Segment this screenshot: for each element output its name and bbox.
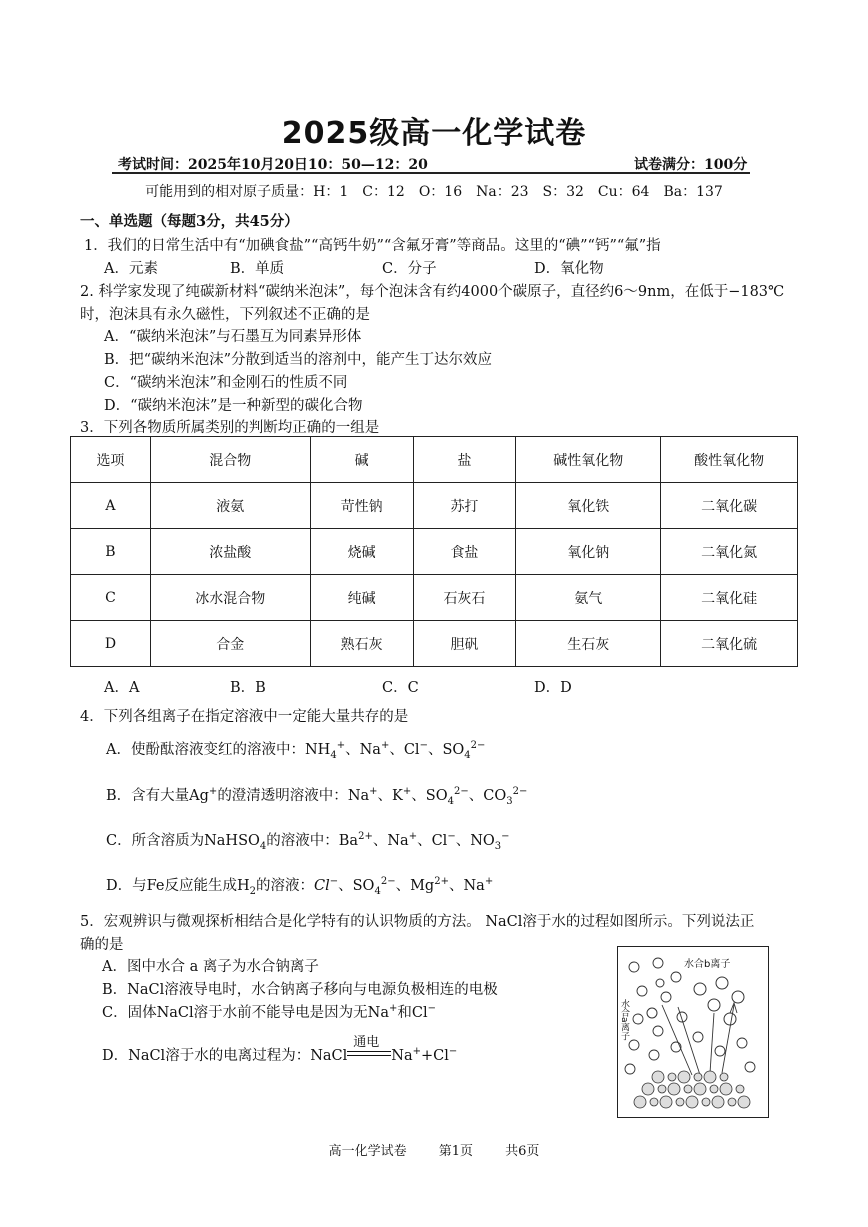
table-cell: 二氧化碳 xyxy=(661,483,798,529)
table-cell: 二氧化氮 xyxy=(661,529,798,575)
table-cell: A xyxy=(71,483,151,529)
q5-eq-right: Na xyxy=(391,1048,413,1064)
table-cell: 液氨 xyxy=(150,483,310,529)
q2-stem-line2: 时，泡沫具有永久磁性，下列叙述不正确的是 xyxy=(80,307,370,323)
table-cell: 纯碱 xyxy=(310,575,413,621)
q2-option-c: C．“碳纳米泡沫”和金刚石的性质不同 xyxy=(104,375,348,391)
q2-option-a: A．“碳纳米泡沫”与石墨互为同素异形体 xyxy=(104,329,362,345)
q4-option-a: A．使酚酞溶液变红的溶液中：$NH_4^+$、Na+、Cl−、$SO_4^{2-}$ xyxy=(106,740,486,761)
table-cell: 冰水混合物 xyxy=(150,575,310,621)
table-cell: B xyxy=(71,529,151,575)
q1-option-c: C．分子 xyxy=(382,261,437,277)
table-cell: 浓盐酸 xyxy=(150,529,310,575)
table-cell: 苛性钠 xyxy=(310,483,413,529)
q4-option-d-text: D．与Fe反应能生成H xyxy=(106,878,250,894)
nacl-dissolution-figure xyxy=(617,946,769,1118)
q4-stem: 4．下列各组离子在指定溶液中一定能大量共存的是 xyxy=(80,709,409,725)
atomic-mass-line: 可能用到的相对原子质量：H：1 C：12 O：16 Na：23 S：32 Cu：64 Ba：137 xyxy=(145,184,723,200)
q3-option-b: B．B xyxy=(230,680,266,696)
q4-option-b: B．含有大量Ag+的澄清透明溶液中：Na+、K+、$SO_4^{2-}$、$CO_3^{2-}$ xyxy=(106,786,528,807)
nacl-crystal-lattice xyxy=(634,1071,750,1108)
section-heading: 一、单选题（每题3分，共45分） xyxy=(80,213,299,230)
table-header-cell: 碱性氧化物 xyxy=(516,437,661,483)
footer-total: 共6页 xyxy=(505,1144,540,1159)
q4-option-a-text: A．使酚酞溶液变红的溶液中： xyxy=(106,742,305,758)
fig-label-hydrated-a: 水合a离子 xyxy=(619,999,629,1041)
q2-stem-line1: 2. 科学家发现了纯碳新材料“碳纳米泡沫”，每个泡沫含有约4000个碳原子，直径约6～9nm，在低于−183℃ xyxy=(80,284,785,300)
q5-option-c-text: C．固体NaCl溶于水前不能导电是因为无Na xyxy=(102,1005,389,1021)
q1-option-b: B．单质 xyxy=(230,261,285,277)
q5-stem-line1: 5．宏观辨识与微观探析相结合是化学特有的认识物质的方法。 NaCl溶于水的过程如图所示。下列说法正 xyxy=(80,914,755,930)
table-cell: 食盐 xyxy=(413,529,516,575)
table-cell: 合金 xyxy=(150,621,310,667)
header-rule xyxy=(112,172,750,174)
q2-option-b: B．把“碳纳米泡沫”分散到适当的溶剂中，能产生丁达尔效应 xyxy=(104,352,492,368)
ion-arrows xyxy=(662,1003,737,1075)
table-row xyxy=(71,575,798,621)
table-header-cell: 酸性氧化物 xyxy=(661,437,798,483)
table-cell: 生石灰 xyxy=(516,621,661,667)
table-cell: 氨气 xyxy=(516,575,661,621)
table-cell: 二氧化硫 xyxy=(661,621,798,667)
table-header-row xyxy=(71,437,798,483)
q4-option-b-text: B．含有大量Ag xyxy=(106,788,209,804)
table-header-cell: 碱 xyxy=(310,437,413,483)
q4-option-c-text: C．所含溶质为NaHSO xyxy=(106,833,260,849)
q5-stem-line2: 确的是 xyxy=(80,937,124,953)
table-header-cell: 混合物 xyxy=(150,437,310,483)
table-row xyxy=(71,483,798,529)
q5-option-d-text: D．NaCl溶于水的电离过程为： xyxy=(102,1048,311,1064)
table-cell: 二氧化硅 xyxy=(661,575,798,621)
q4-option-d-text2: 的溶液： xyxy=(256,878,314,894)
table-cell: 氧化钠 xyxy=(516,529,661,575)
table-cell: 石灰石 xyxy=(413,575,516,621)
table-header-cell: 选项 xyxy=(71,437,151,483)
q5-eq-label: 通电 xyxy=(353,1035,380,1050)
table-cell: C xyxy=(71,575,151,621)
q3-stem: 3．下列各物质所属类别的判断均正确的一组是 xyxy=(80,420,380,436)
q1-option-d: D．氧化物 xyxy=(534,261,604,277)
q4-option-c: C．所含溶质为NaHSO$_4$的溶液中：$Ba^{2+}$、Na+、Cl−、$NO_3^-$ xyxy=(106,831,510,852)
q4-option-c-text2: 的溶液中： xyxy=(266,833,339,849)
q1-stem: 1．我们的日常生活中有“加碘食盐”“高钙牛奶”“含氟牙膏”等商品。这里的“碘”“钙”“氟”指 xyxy=(84,238,661,254)
q3-option-a: A．A xyxy=(104,680,140,696)
q4-option-b-text2: 的澄清透明溶液中： xyxy=(217,788,348,804)
q3-option-d: D．D xyxy=(534,680,572,696)
table-row xyxy=(71,621,798,667)
q5-eq-right2: +Cl xyxy=(421,1048,449,1064)
electrolysis-equals-sign xyxy=(347,1035,391,1063)
footer-page: 第1页 xyxy=(438,1144,473,1159)
page-title: 2025级高一化学试卷 xyxy=(281,116,587,151)
table-row xyxy=(71,529,798,575)
q5-option-c: C．固体NaCl溶于水前不能导电是因为无Na+和Cl− xyxy=(102,1003,437,1021)
full-score: 试卷满分：100分 xyxy=(634,157,748,173)
q5-option-d: D．NaCl溶于水的电离过程为：NaCl 通电 Na++Cl− xyxy=(102,1044,457,1065)
q5-option-b: B．NaCl溶液导电时，水合钠离子移向与电源负极相连的电极 xyxy=(102,982,498,998)
exam-time: 考试时间：2025年10月20日10：50—12：20 xyxy=(118,157,428,173)
q3-option-c: C．C xyxy=(382,680,419,696)
table-cell: 苏打 xyxy=(413,483,516,529)
nacl-dissolution-svg xyxy=(618,947,768,1117)
table-header-cell: 盐 xyxy=(413,437,516,483)
q4-option-d: D．与Fe反应能生成$H_2$的溶液：Cl−、$SO_4^{2-}$、$Mg^{2+}$、Na+ xyxy=(106,876,494,897)
table-cell: D xyxy=(71,621,151,667)
fig-label-hydrated-b: 水合b离子 xyxy=(684,959,731,970)
table-cell: 熟石灰 xyxy=(310,621,413,667)
q5-option-c-and: 和Cl xyxy=(397,1005,428,1021)
table-cell: 烧碱 xyxy=(310,529,413,575)
q3-table xyxy=(70,436,798,667)
q2-option-d: D．“碳纳米泡沫”是一种新型的碳化合物 xyxy=(104,398,363,414)
q5-eq-left: NaCl xyxy=(310,1048,348,1064)
footer-course: 高一化学试卷 xyxy=(328,1144,407,1159)
hydrated-b-ions xyxy=(694,977,744,1025)
q1-option-a: A．元素 xyxy=(104,261,158,277)
table-cell: 氧化铁 xyxy=(516,483,661,529)
page-footer xyxy=(0,1140,868,1159)
table-cell: 胆矾 xyxy=(413,621,516,667)
q5-option-a: A．图中水合 a 离子为水合钠离子 xyxy=(102,959,319,975)
